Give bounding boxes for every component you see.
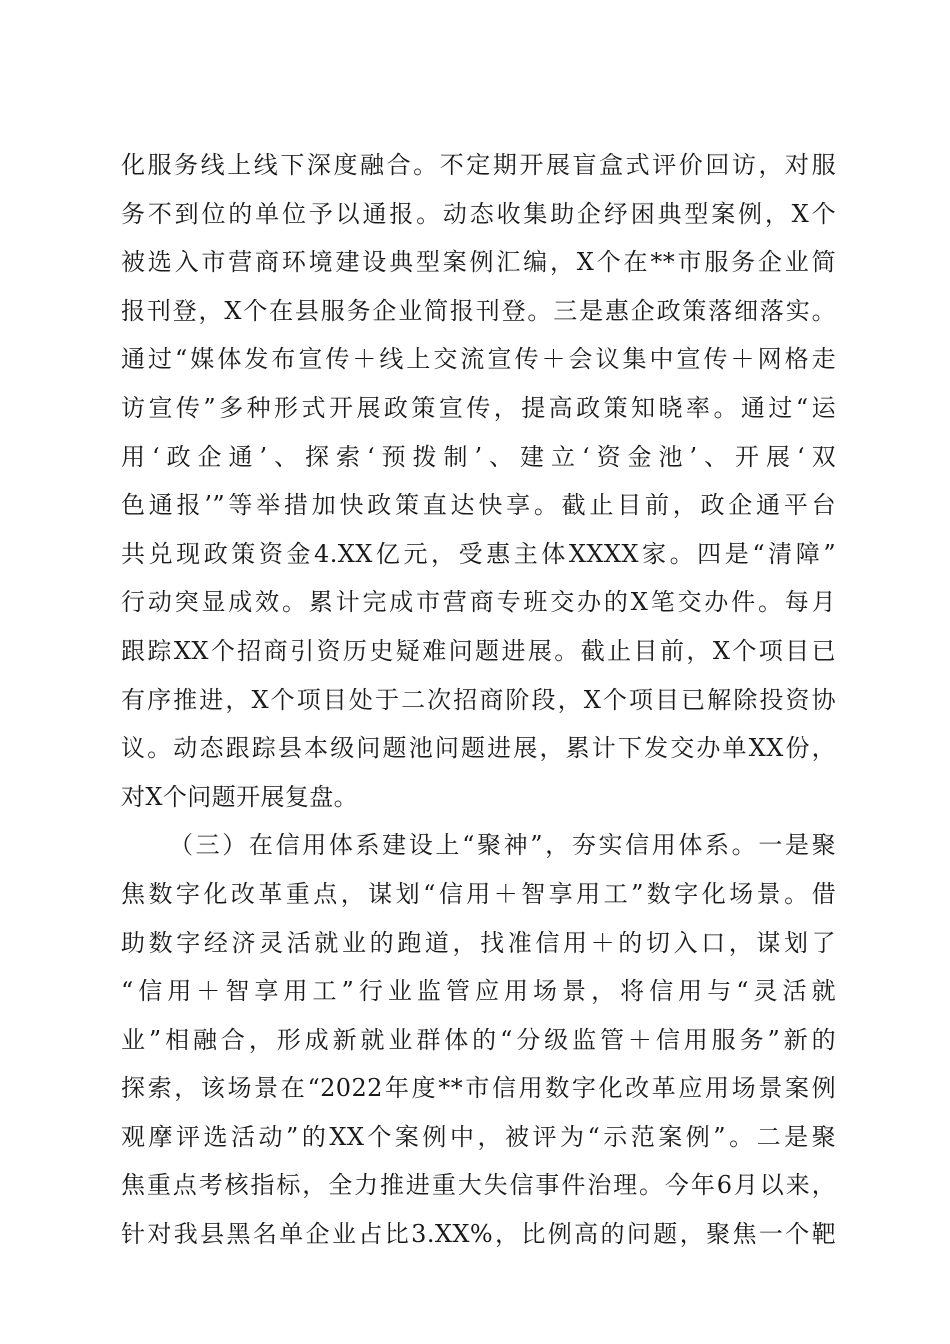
- text-line: 有序推进，X个项目处于二次招商阶段，X个项目已解除投资协: [121, 685, 836, 714]
- text-line: 报刊登，X个在县服务企业简报刊登。三是惠企政策落细落实。: [121, 296, 836, 325]
- text-line: 色通报’”等举措加快政策直达快享。截止目前，政企通平台: [121, 491, 836, 520]
- text-line: 观摩评选活动”的XX个案例中，被评为“示范案例”。二是聚: [121, 1122, 836, 1151]
- text-line: 行动突显成效。累计完成市营商专班交办的X笔交办件。每月: [121, 588, 836, 617]
- text-line: “信用＋智享用工”行业监管应用场景，将信用与“灵活就: [121, 977, 836, 1006]
- text-line: 务不到位的单位予以通报。动态收集助企纾困典型案例，X个: [121, 199, 836, 228]
- text-line: 跟踪XX个招商引资历史疑难问题进展。截止目前，X个项目已: [121, 636, 836, 665]
- text-line: 焦重点考核指标，全力推进重大失信事件治理。今年6月以来，: [121, 1171, 836, 1200]
- text-line: 针对我县黑名单企业占比3.XX%，比例高的问题，聚焦一个靶: [121, 1220, 836, 1249]
- text-line: 化服务线上线下深度融合。不定期开展盲盒式评价回访，对服: [121, 151, 836, 179]
- text-line: 用‘政企通’、探索‘预拨制’、建立‘资金池’、开展‘双: [121, 442, 836, 471]
- document-body: [121, 141, 836, 1259]
- text-line: 焦数字化改革重点，谋划“信用＋智享用工”数字化场景。借: [121, 879, 836, 908]
- section-heading-line: （三）在信用体系建设上“聚神”，夯实信用体系。一是聚: [169, 831, 836, 860]
- text-line-paragraph-end: 对X个问题开展复盘。: [121, 782, 359, 811]
- text-line: 共兑现政策资金4.XX亿元，受惠主体XXXX家。四是“清障”: [121, 539, 836, 568]
- text-line: 助数字经济灵活就业的跑道，找准信用＋的切入口，谋划了: [121, 928, 836, 957]
- text-line: 访宣传”多种形式开展政策宣传，提高政策知晓率。通过“运: [121, 393, 836, 422]
- text-line: 议。动态跟踪县本级问题池问题进展，累计下发交办单XX份，: [121, 734, 836, 763]
- text-line: 探索，该场景在“2022年度**市信用数字化改革应用场景案例: [121, 1074, 836, 1103]
- text-line: 被选入市营商环境建设典型案例汇编，X个在**市服务企业简: [121, 248, 836, 277]
- text-line: 通过“媒体发布宣传＋线上交流宣传＋会议集中宣传＋网格走: [121, 345, 836, 374]
- text-line: 业”相融合，形成新就业群体的“分级监管＋信用服务”新的: [121, 1025, 836, 1054]
